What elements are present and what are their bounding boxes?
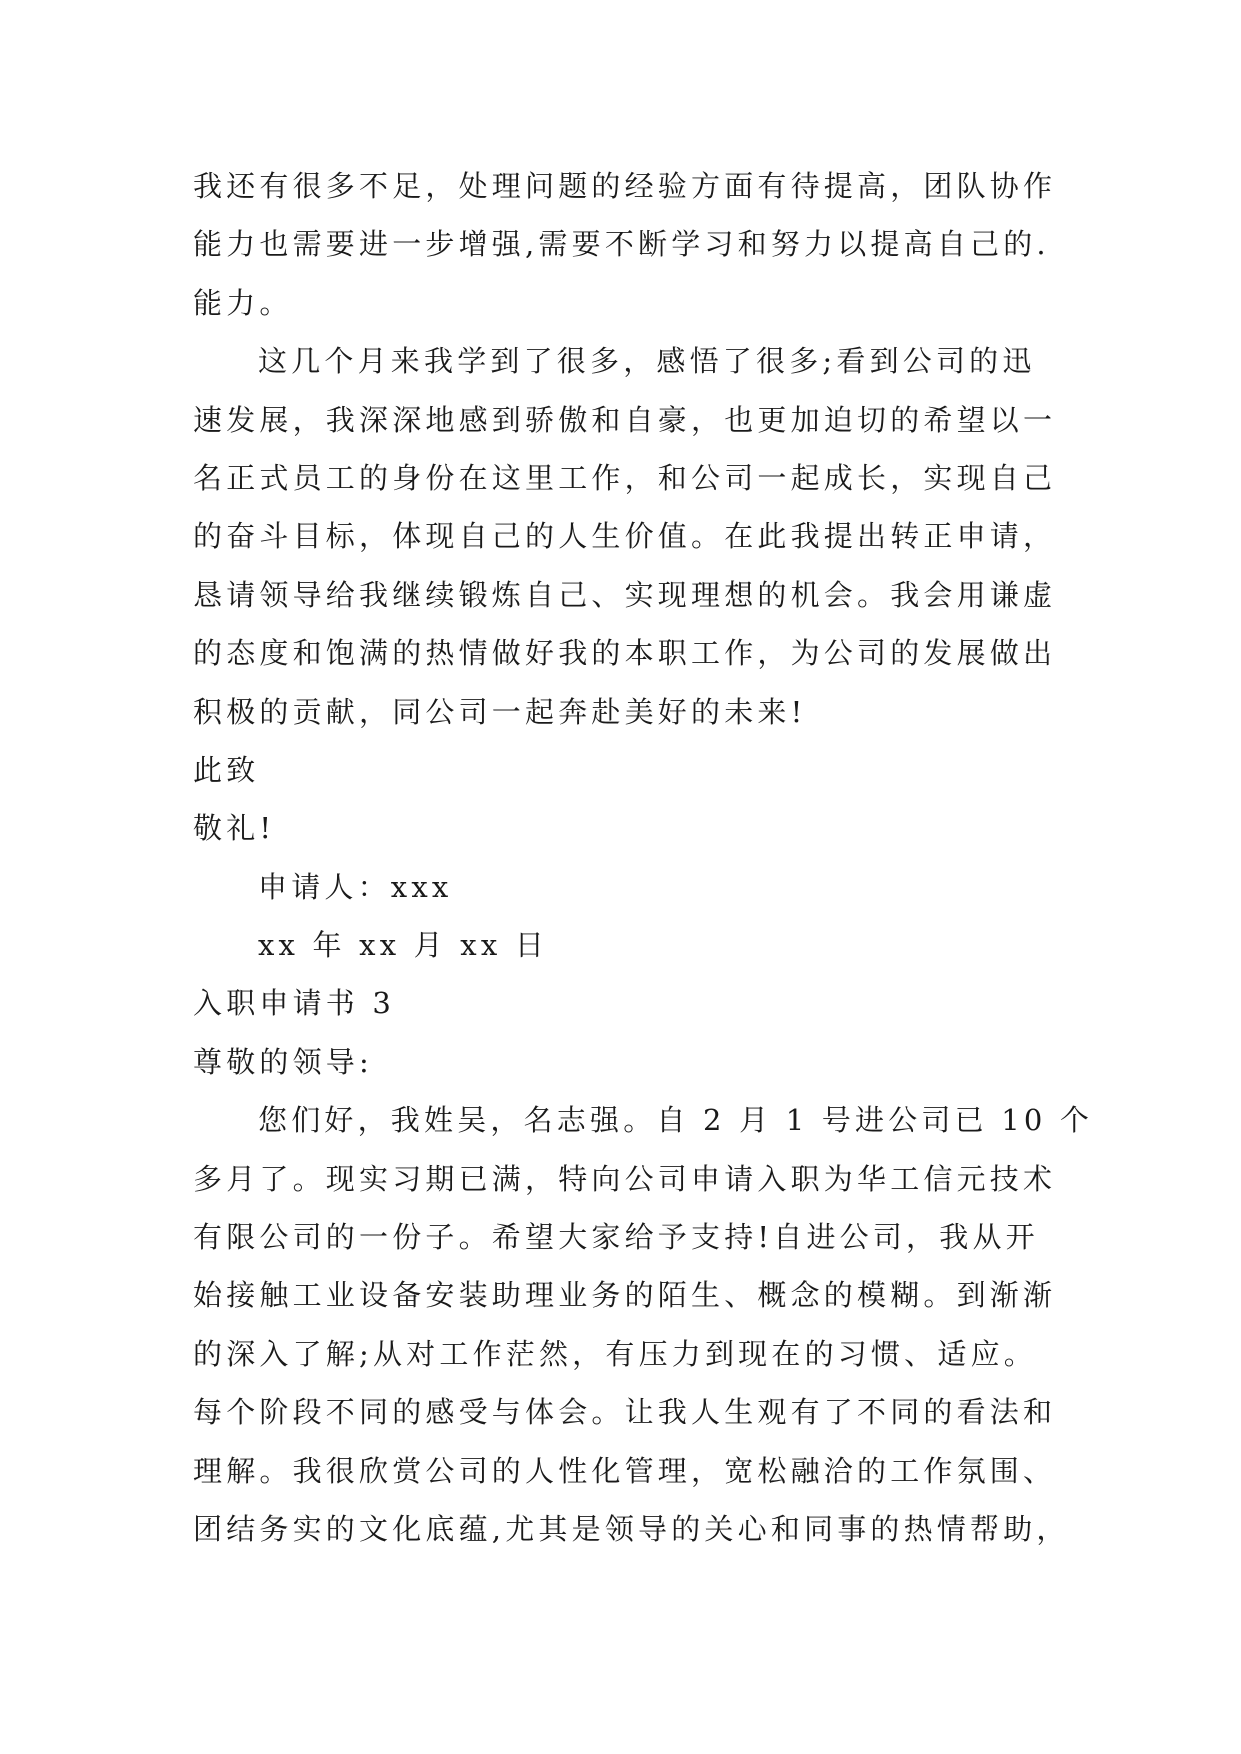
- text-line: 能力。: [193, 285, 293, 320]
- document-body: [193, 157, 1094, 1558]
- text-line: 每个阶段不同的感受与体会。让我人生观有了不同的看法和: [193, 1395, 1057, 1430]
- text-line: 恳请领导给我继续锻炼自己、实现理想的机会。我会用谦虚: [193, 577, 1057, 612]
- text-line: 能力也需要进一步增强,需要不断学习和努力以提高自己的.: [193, 227, 1050, 262]
- text-line: 的深入了解;从对工作茫然，有压力到现在的习惯、适应。: [193, 1336, 1037, 1371]
- signature-date: xx 年 xx 月 xx 日: [258, 928, 549, 963]
- text-line: 始接触工业设备安装助理业务的陌生、概念的模糊。到渐渐: [193, 1278, 1057, 1313]
- text-line: 团结务实的文化底蕴,尤其是领导的关心和同事的热情帮助，: [193, 1511, 1070, 1546]
- text-line: 这几个月来我学到了很多，感悟了很多;看到公司的迅: [258, 344, 1036, 379]
- closing-salutation: 此致: [193, 752, 260, 787]
- text-line: 名正式员工的身份在这里工作，和公司一起成长，实现自己: [193, 460, 1057, 495]
- text-line: 我还有很多不足，处理问题的经验方面有待提高，团队协作: [193, 169, 1057, 203]
- text-line: 理解。我很欣赏公司的人性化管理，宽松融洽的工作氛围、: [193, 1453, 1057, 1488]
- text-line: 有限公司的一份子。希望大家给予支持!自进公司，我从开: [193, 1220, 1039, 1255]
- closing-regards: 敬礼!: [193, 811, 276, 846]
- text-line: 的态度和饱满的热情做好我的本职工作，为公司的发展做出: [193, 636, 1057, 671]
- text-line: 您们好，我姓吴，名志强。自 2 月 1 号进公司已 10 个: [258, 1103, 1094, 1138]
- section-title: 入职申请书 3: [193, 986, 396, 1021]
- applicant-signature: 申请人：xxx: [258, 869, 453, 904]
- text-line: 速发展，我深深地感到骄傲和自豪，也更加迫切的希望以一: [193, 402, 1057, 437]
- text-line: 多月了。现实习期已满，特向公司申请入职为华工信元技术: [193, 1161, 1057, 1196]
- text-line: 的奋斗目标，体现自己的人生价值。在此我提出转正申请，: [193, 519, 1057, 554]
- greeting: 尊敬的领导:: [193, 1044, 373, 1079]
- text-line: 积极的贡献，同公司一起奔赴美好的未来!: [193, 694, 807, 729]
